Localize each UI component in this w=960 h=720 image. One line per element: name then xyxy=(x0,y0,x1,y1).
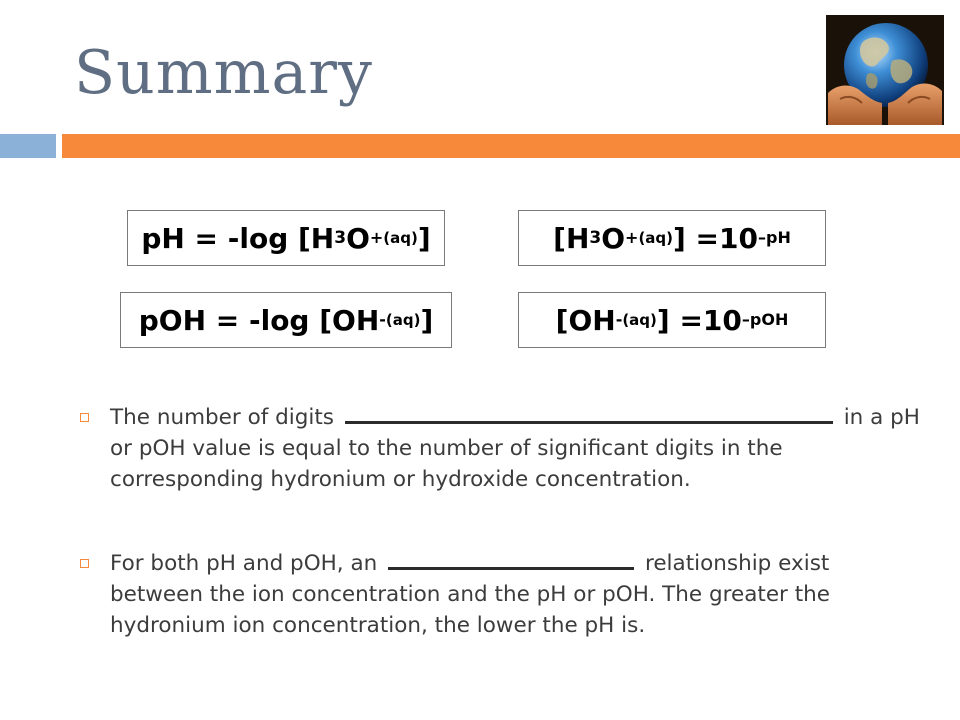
poh-formula-box: pOH = -log [OH - (aq) ] xyxy=(120,292,452,348)
bullet-text-before: For both pH and pOH, an xyxy=(110,551,378,576)
slide-title: Summary xyxy=(74,38,373,108)
ph-formula-box: pH = -log [H 3 O + (aq) ] xyxy=(127,210,445,266)
accent-bar-orange xyxy=(62,134,960,158)
bullet-text-after: relationship exist between the ion concentration and the pH or pOH. The greater the hydronium ion concentration, the lower the pH is. xyxy=(110,551,831,638)
square-bullet-icon xyxy=(80,559,89,568)
globe-in-hands-icon xyxy=(826,15,944,125)
hydronium-formula-box: [H 3 O + (aq) ] =10 –pH xyxy=(518,210,826,266)
accent-bar-blue xyxy=(0,134,56,158)
fill-in-blank xyxy=(388,549,634,570)
hydroxide-formula-box: [OH - (aq) ] =10 –pOH xyxy=(518,292,826,348)
bullet-text-after: in a pH or pOH value is equal to the number of significant digits in the corresponding hydronium or hydroxide concentration. xyxy=(110,405,920,492)
square-bullet-icon xyxy=(80,413,89,422)
list-item xyxy=(80,548,920,641)
bullet-text-before: The number of digits xyxy=(110,405,334,430)
list-item xyxy=(80,402,920,495)
bullet-list xyxy=(80,402,920,694)
fill-in-blank xyxy=(345,403,833,424)
